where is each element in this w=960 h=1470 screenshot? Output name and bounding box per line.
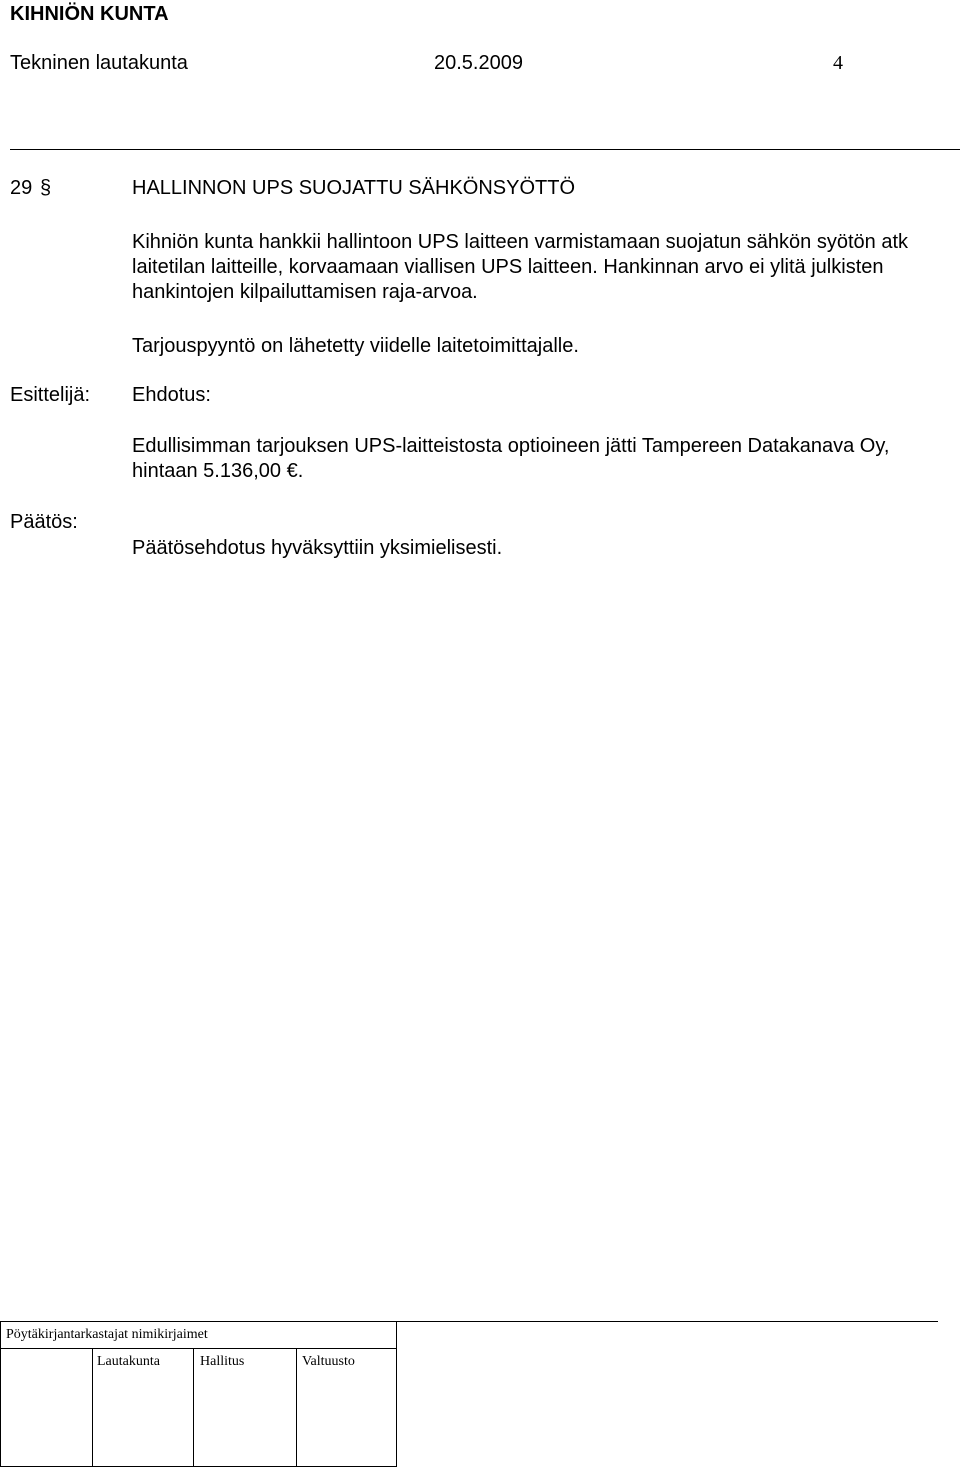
section-symbol: § [40,177,52,199]
signature-table-divider [0,1348,397,1349]
signature-table-left-edge [0,1321,1,1467]
organization-name: KIHNIÖN KUNTA [10,3,169,25]
proposal-label: Ehdotus: [132,384,211,406]
section-number: 29 [10,177,33,199]
paragraph-decision: Päätösehdotus hyväksyttiin yksimielisesti. [132,537,503,559]
signature-column-hallitus: Hallitus [200,1354,245,1369]
signature-column-divider [193,1348,194,1467]
signature-column-valtuusto: Valtuusto [302,1354,355,1369]
board-name: Tekninen lautakunta [10,52,188,74]
signature-column-lautakunta: Lautakunta [97,1354,160,1369]
paragraph-tender: Tarjouspyyntö on lähetetty viidelle laitetoimittajalle. [132,335,579,357]
signature-column-divider [92,1348,93,1467]
page-number: 4 [833,52,843,74]
signature-column-divider [296,1348,297,1467]
section-title: HALLINNON UPS SUOJATTU SÄHKÖNSYÖTTÖ [132,177,576,199]
footer-rule [397,1321,938,1322]
header-divider [10,149,960,150]
signature-table-heading: Pöytäkirjantarkastajat nimikirjaimet [6,1327,208,1342]
meeting-date: 20.5.2009 [434,52,523,74]
paragraph-background: Kihniön kunta hankkii hallintoon UPS laitteen varmistamaan suojatun sähkön syötön atk laitetilan laitteille, korvaamaan viallisen UPS laitteen. Hankinnan arvo ei ylitä julkisten hankintojen kilpailuttamisen raja-arvoa. [132,231,909,303]
paragraph-proposal: Edullisimman tarjouksen UPS-laitteistosta optioineen jätti Tampereen Datakanava Oy, hintaan 5.136,00 €. [132,435,890,482]
presenter-label: Esittelijä: [10,384,91,406]
decision-label: Päätös: [10,511,78,533]
